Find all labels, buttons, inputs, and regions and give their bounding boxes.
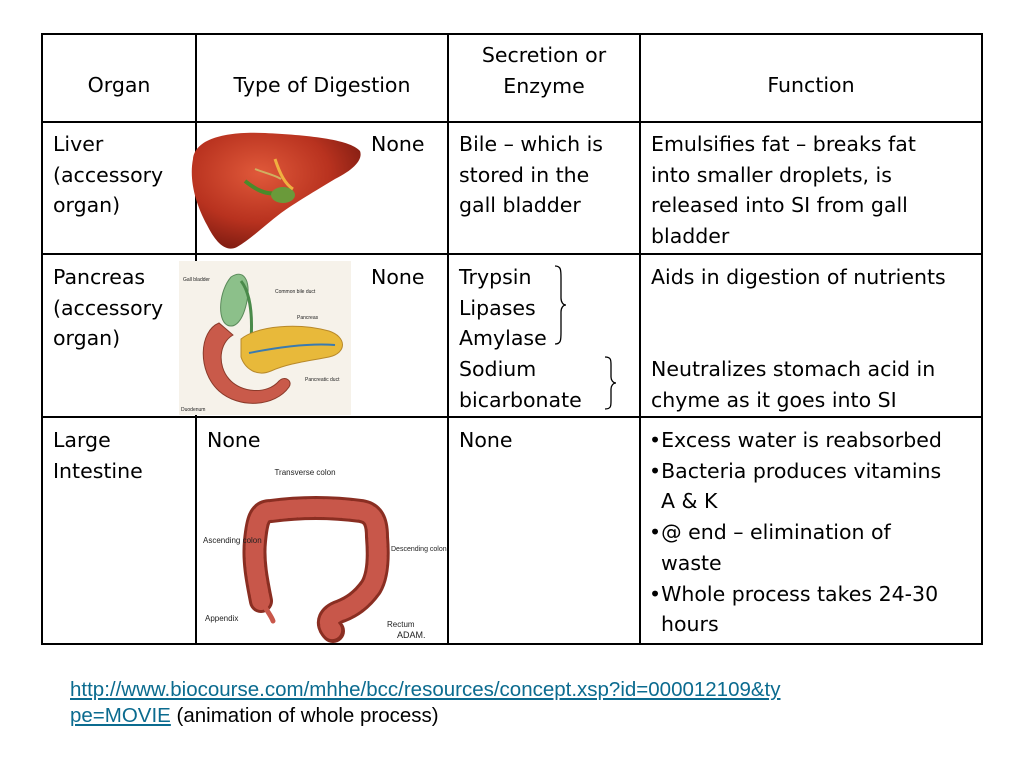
col-divider-2 <box>447 33 449 645</box>
type-liver: None <box>371 132 425 156</box>
type-pancreas: None <box>371 265 425 289</box>
secretion-pancreas-line: Amylase <box>459 326 547 351</box>
label-gall-bladder: Gall bladder <box>183 277 210 283</box>
organ-large-intestine-line: Intestine <box>53 458 143 483</box>
secretion-pancreas-line: Sodium <box>459 357 537 382</box>
type-large-intestine: None <box>207 428 261 452</box>
function-liver-line: released into SI from gall <box>651 193 908 218</box>
animation-link-line2[interactable]: pe=MOVIE <box>70 704 171 727</box>
label-common-bile-duct: Common bile duct <box>275 289 316 295</box>
function-large-intestine <box>649 425 981 640</box>
header-secretion <box>449 40 639 101</box>
table-border-right <box>981 33 983 645</box>
table-border-left <box>41 33 43 645</box>
function-liver-line: Emulsifies fat – breaks fat <box>651 132 916 156</box>
organ-liver-line: Liver <box>53 132 104 156</box>
function-li-line: •Bacteria produces vitamins <box>649 458 942 483</box>
secretion-liver-line: Bile – which is <box>459 132 603 156</box>
organ-pancreas <box>53 262 193 354</box>
function-pancreas-digestion: Aids in digestion of nutrients <box>651 265 946 289</box>
digestion-table <box>41 33 983 645</box>
function-li-line: •Excess water is reabsorbed <box>649 428 942 452</box>
function-liver-line: into smaller droplets, is <box>651 162 892 187</box>
row-divider-1 <box>41 253 983 255</box>
label-duodenum: Duodenum <box>181 407 206 413</box>
function-pancreas-line: chyme as it goes into SI <box>651 387 897 412</box>
secretion-pancreas-line: Trypsin <box>459 265 532 289</box>
table-border-bottom <box>41 643 983 645</box>
organ-pancreas-line: (accessory <box>53 295 164 320</box>
function-li-line: •@ end – elimination of <box>649 520 891 545</box>
label-ascending-colon: Ascending colon <box>203 536 262 545</box>
enzyme-brace <box>553 264 567 346</box>
secretion-large-intestine: None <box>459 428 513 452</box>
organ-large-intestine <box>53 425 193 486</box>
label-transverse-colon: Transverse colon <box>274 468 336 477</box>
row-divider-2 <box>41 416 983 418</box>
footer-note: (animation of whole process) <box>170 704 439 727</box>
organ-liver-line: organ) <box>53 193 121 218</box>
secretion-liver <box>459 129 639 221</box>
secretion-liver-line: gall bladder <box>459 193 581 218</box>
header-organ: Organ <box>87 73 151 97</box>
label-pancreatic-duct: Pancreatic duct <box>305 377 340 383</box>
pancreas-illustration <box>179 261 351 415</box>
table-border-top <box>41 33 983 35</box>
label-pancreas: Pancreas <box>297 315 319 321</box>
function-liver-line: bladder <box>651 224 730 249</box>
function-li-line: waste <box>661 550 722 575</box>
label-appendix: Appendix <box>205 614 239 623</box>
secretion-liver-line: stored in the <box>459 162 590 187</box>
liver-illustration <box>185 129 365 251</box>
label-rectum: Rectum <box>387 620 415 629</box>
header-function: Function <box>767 73 855 97</box>
animation-link-line1[interactable]: http://www.biocourse.com/mhhe/bcc/resources/concept.xsp?id=000012109&ty <box>70 678 781 701</box>
header-secretion-line1: Secretion or <box>481 43 607 67</box>
organ-large-intestine-line: Large <box>53 428 111 452</box>
adam-logo: ADAM. <box>397 630 426 640</box>
function-li-line: A & K <box>661 489 718 514</box>
function-pancreas-line: Neutralizes stomach acid in <box>651 357 936 381</box>
function-pancreas-neutralize <box>651 354 981 415</box>
header-divider <box>41 121 983 123</box>
header-type-of-digestion: Type of Digestion <box>233 73 411 97</box>
function-liver <box>651 129 981 252</box>
secretion-pancreas-line: Lipases <box>459 295 536 320</box>
organ-pancreas-line: organ) <box>53 326 121 351</box>
organ-liver <box>53 129 193 221</box>
function-li-line: •Whole process takes 24-30 <box>649 581 939 606</box>
secretion-pancreas-line: bicarbonate <box>459 387 582 412</box>
bicarbonate-brace <box>603 355 617 411</box>
footer <box>70 677 970 729</box>
large-intestine-illustration <box>201 461 447 640</box>
function-li-line: hours <box>661 612 719 637</box>
organ-liver-line: (accessory <box>53 162 164 187</box>
col-divider-3 <box>639 33 641 645</box>
organ-pancreas-line: Pancreas <box>53 265 146 289</box>
header-secretion-line2: Enzyme <box>503 73 585 98</box>
label-descending-colon: Descending colon <box>391 546 447 553</box>
